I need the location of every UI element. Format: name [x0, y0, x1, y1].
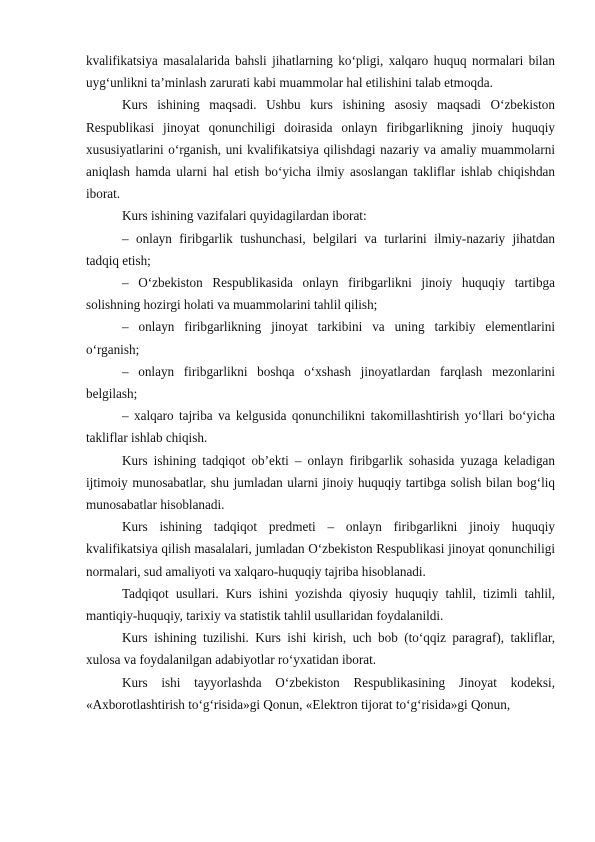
task-item: – onlayn firibgarlikni boshqa o‘xshash jinoyatlardan farqlash mezonlarini belgilash; [86, 363, 555, 402]
task-item: – xalqaro tajriba va kelgusida qonunchilikni takomillashtirish yo‘llari bo‘yicha takliflar ishlab chiqish. [86, 408, 555, 446]
paragraph-structure: Kurs ishining tuzilishi. Kurs ishi kirish, uch bob (to‘qqiz paragraf), takliflar, xulosa va foydalanilgan adabiyotlar ro‘yxatidan iborat. [86, 630, 555, 668]
task-item: – onlayn firibgarlik tushunchasi, belgilari va turlarini ilmiy-nazariy jihatdan tadqiq etish; [86, 230, 555, 268]
paragraph-tasks-intro: Kurs ishining vazifalari quyidagilardan iborat: [122, 208, 367, 224]
paragraph-purpose: Kurs ishining maqsadi. Ushbu kurs ishining asosiy maqsadi O‘zbekiston Respublikasi jinoyat qonunchiligi doirasida onlayn firibgarlikning jinoiy huquqiy xususiyatlarini o‘rganish, uni kvalifikatsiya qilishdagi nazariy va amaliy muammolarni aniqlash hamda ularni hal etish bo‘yicha ilmiy asoslangan takliflar ishlab chiqishdan iborat. [86, 97, 555, 202]
paragraph-research-methods: Tadqiqot usullari. Kurs ishini yozishda qiyosiy huquqiy tahlil, tizimli tahlil, mantiqiy-huquqiy, tarixiy va statistik tahlil usullaridan foydalanildi. [86, 585, 555, 624]
paragraph-sources: Kurs ishi tayyorlashda O‘zbekiston Respublikasining Jinoyat kodeksi, «Axborotlashtirish to‘g‘risida»gi Qonun, «Elektron tijorat to‘g‘risida»gi Qonun, [86, 674, 555, 712]
paragraph-continuation: kvalifikatsiya masalalarida bahsli jihatlarning ko‘pligi, xalqaro huquq normalari bilan uyg‘unlikni ta’minlash zarurati kabi muammolar hal etilishini talab etmoqda. [86, 53, 555, 91]
task-item: – onlayn firibgarlikning jinoyat tarkibini va uning tarkibiy elementlarini o‘rganish; [86, 319, 555, 357]
paragraph-research-object: Kurs ishining tadqiqot ob’ekti – onlayn firibgarlik sohasida yuzaga keladigan ijtimoiy munosabatlar, shu jumladan ularni jinoiy huquqiy tartibga solish bilan bog‘liq munosabatlar hisoblanadi. [86, 452, 555, 513]
document-page [86, 50, 555, 716]
task-item: – O‘zbekiston Respublikasida onlayn firibgarlikni jinoiy huquqiy tartibga solishning hozirgi holati va muammolarini tahlil qilish; [86, 275, 555, 313]
paragraph-research-subject: Kurs ishining tadqiqot predmeti – onlayn firibgarlikni jinoiy huquqiy kvalifikatsiya qilish masalalari, jumladan O‘zbekiston Respublikasi jinoyat qonunchiligi normalari, sud amaliyoti va xalqaro-huquqiy tajriba hisoblanadi. [86, 519, 555, 579]
